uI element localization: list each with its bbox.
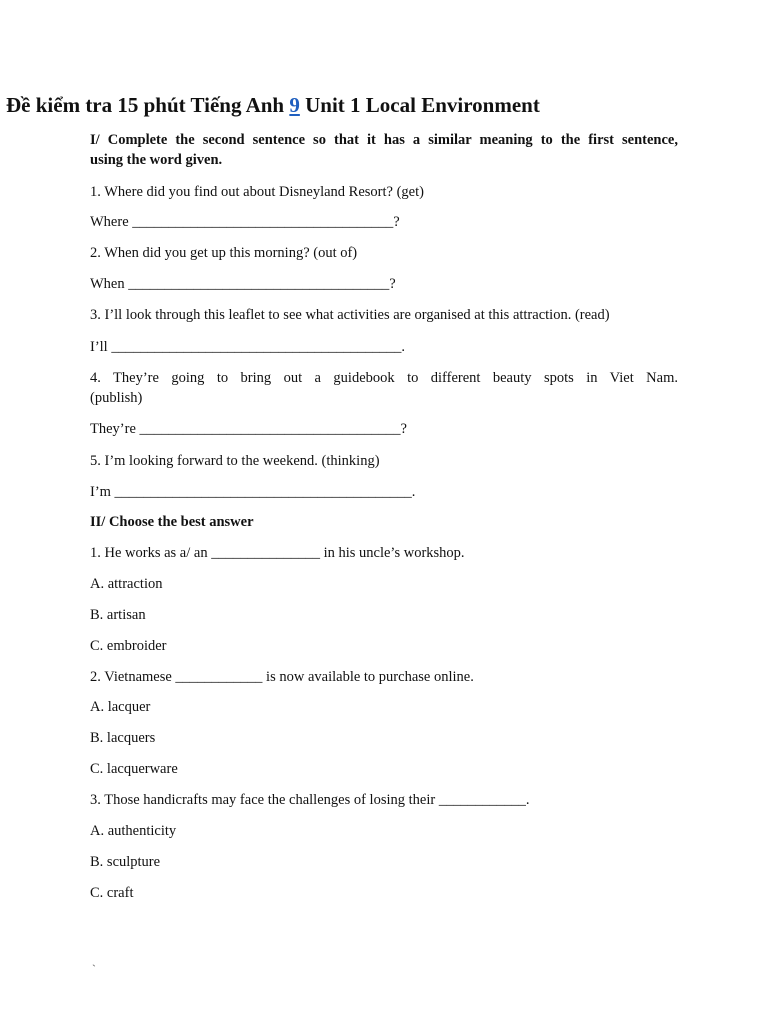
s2-q2-option-b: B. lacquers	[90, 730, 156, 746]
s1-answer-3: I’ll ________________________________________.	[90, 339, 405, 355]
s1-answer-4: They’re ____________________________________?	[90, 421, 407, 437]
s2-q1-option-c: C. embroider	[90, 638, 167, 654]
s1-question-4-line-1: 4. They’re going to bring out a guidebook to different beauty spots in Viet Nam.	[90, 370, 678, 386]
s1-answer-5: I’m _________________________________________.	[90, 484, 416, 500]
section-1-heading-line-1: I/ Complete the second sentence so that it has a similar meaning to the first sentence,	[90, 132, 678, 148]
s2-q2-option-c: C. lacquerware	[90, 761, 178, 777]
s2-q3-option-a: A. authenticity	[90, 823, 177, 839]
s1-question-5: 5. I’m looking forward to the weekend. (thinking)	[90, 453, 380, 469]
s1-answer-2: When ____________________________________?	[90, 276, 396, 292]
page-title	[6, 93, 586, 118]
s1-answer-1: Where ____________________________________?	[90, 214, 400, 230]
s1-question-4-line-2: (publish)	[90, 390, 143, 406]
section-1-heading	[90, 130, 678, 170]
title-suffix: Unit 1 Local Environment	[299, 93, 540, 117]
s2-q1-option-b: B. artisan	[90, 607, 146, 623]
s1-question-4	[90, 368, 678, 408]
s1-question-3: 3. I’ll look through this leaflet to see what activities are organised at this attraction. (read)	[90, 307, 610, 323]
s1-question-2: 2. When did you get up this morning? (out of)	[90, 245, 358, 261]
s2-question-1: 1. He works as a/ an _______________ in his uncle’s workshop.	[90, 545, 465, 561]
grade-link[interactable]: 9	[289, 93, 300, 117]
section-2-heading: II/ Choose the best answer	[90, 514, 254, 530]
title-prefix: Đề kiểm tra 15 phút Tiếng Anh	[6, 93, 290, 117]
s2-q3-option-b: B. sculpture	[90, 854, 161, 870]
footer-mark: `	[92, 962, 96, 976]
section-1-heading-line-2: using the word given.	[90, 152, 223, 168]
s2-question-3: 3. Those handicrafts may face the challenges of losing their ____________.	[90, 792, 530, 808]
s2-q3-option-c: C. craft	[90, 885, 134, 901]
s1-question-1: 1. Where did you find out about Disneyland Resort? (get)	[90, 184, 424, 200]
s2-question-2: 2. Vietnamese ____________ is now available to purchase online.	[90, 669, 474, 685]
s2-q2-option-a: A. lacquer	[90, 699, 151, 715]
s2-q1-option-a: A. attraction	[90, 576, 163, 592]
